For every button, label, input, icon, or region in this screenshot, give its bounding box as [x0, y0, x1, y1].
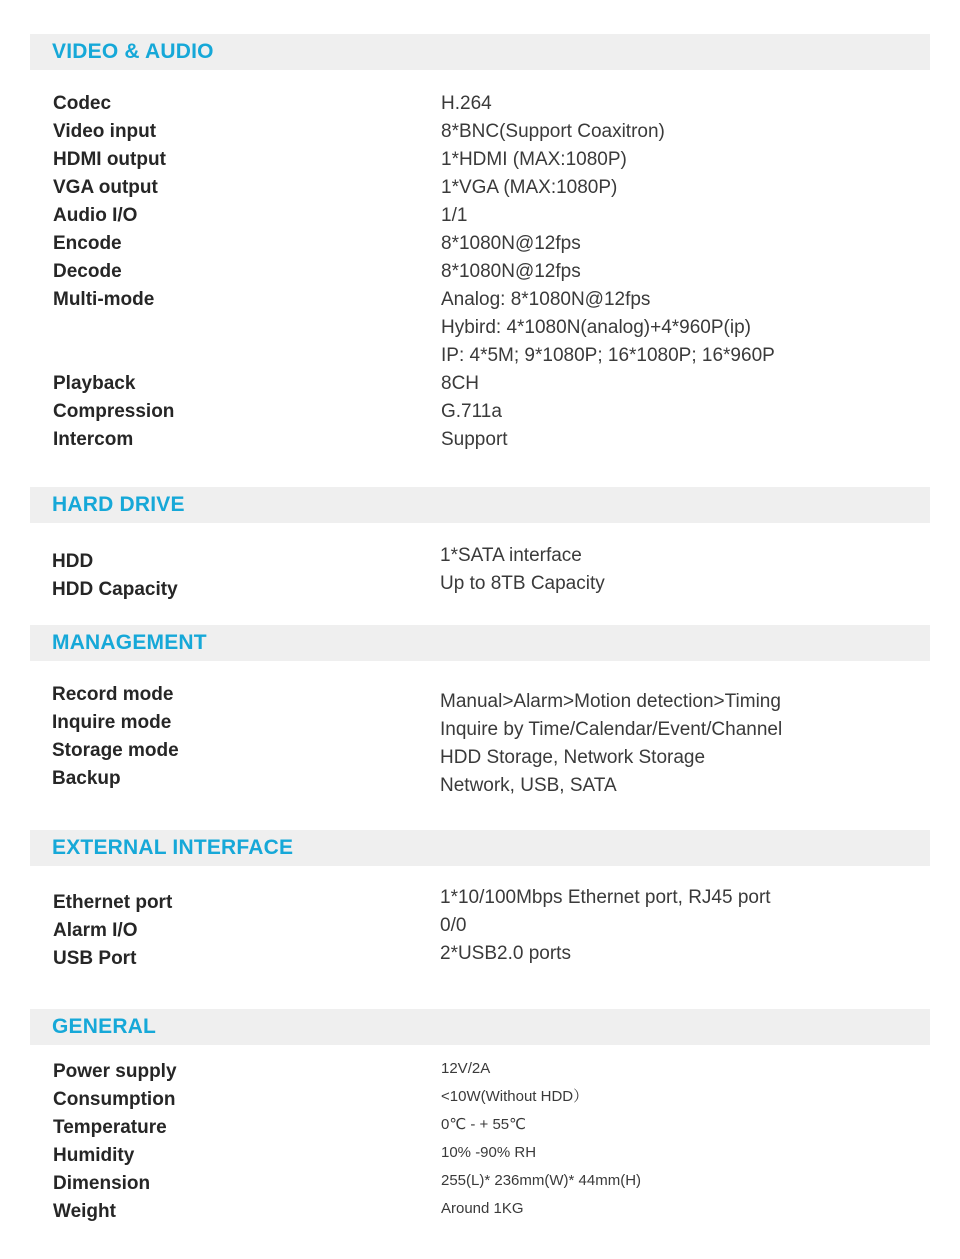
section-title: VIDEO & AUDIO: [52, 40, 214, 63]
spec-value: 0/0: [440, 915, 467, 936]
spec-value: H.264: [441, 93, 492, 114]
spec-value: 8*BNC(Support Coaxitron): [441, 121, 665, 142]
spec-value: IP: 4*5M; 9*1080P; 16*1080P; 16*960P: [441, 345, 775, 366]
section-title: EXTERNAL INTERFACE: [52, 836, 294, 859]
spec-value: 8*1080N@12fps: [441, 261, 581, 282]
spec-label: HDMI output: [53, 149, 166, 170]
spec-label: HDD: [52, 551, 94, 572]
spec-value: Around 1KG: [441, 1200, 524, 1217]
spec-label: Inquire mode: [52, 712, 172, 733]
spec-value: HDD Storage, Network Storage: [440, 747, 706, 768]
spec-value: 255(L)* 236mm(W)* 44mm(H): [441, 1172, 642, 1189]
section-header-general: [30, 1009, 930, 1045]
section-title: MANAGEMENT: [52, 631, 207, 654]
spec-value: 1*HDMI (MAX:1080P): [441, 149, 627, 170]
section-header-external-interface: [30, 830, 930, 866]
spec-value: 8CH: [441, 373, 480, 394]
spec-value: Up to 8TB Capacity: [440, 573, 605, 594]
spec-label: Compression: [53, 401, 175, 422]
section-header-video-audio: [30, 34, 930, 70]
spec-value: 0℃ - + 55℃: [441, 1116, 526, 1133]
spec-label: Multi-mode: [53, 289, 155, 310]
spec-value: 1*VGA (MAX:1080P): [441, 177, 618, 198]
spec-label: Decode: [53, 261, 122, 282]
spec-value: 1/1: [441, 205, 468, 226]
spec-value: Support: [441, 429, 508, 450]
spec-value: <10W(Without HDD）: [441, 1088, 589, 1105]
spec-label: Backup: [52, 768, 121, 789]
spec-value: 10% -90% RH: [441, 1144, 537, 1161]
spec-label: USB Port: [53, 948, 137, 969]
spec-label: VGA output: [53, 177, 158, 198]
spec-label: Storage mode: [52, 740, 179, 761]
spec-label: Video input: [53, 121, 157, 142]
spec-label: Audio I/O: [53, 205, 138, 226]
spec-label: Temperature: [53, 1117, 167, 1138]
spec-label: Humidity: [53, 1145, 135, 1166]
spec-value: Network, USB, SATA: [440, 775, 617, 796]
spec-value: 12V/2A: [441, 1060, 491, 1077]
spec-value: 1*SATA interface: [440, 545, 582, 566]
section-header-management: [30, 625, 930, 661]
spec-value: Analog: 8*1080N@12fps: [441, 289, 651, 310]
spec-value: G.711a: [441, 401, 502, 422]
spec-label: Record mode: [52, 684, 174, 705]
section-title: GENERAL: [52, 1015, 157, 1038]
section-header-hard-drive: [30, 487, 930, 523]
spec-label: Intercom: [53, 429, 134, 450]
spec-label: Consumption: [53, 1089, 176, 1110]
spec-value: Hybird: 4*1080N(analog)+4*960P(ip): [441, 317, 751, 338]
section-title: HARD DRIVE: [52, 493, 185, 516]
spec-label: Playback: [53, 373, 136, 394]
spec-label: Ethernet port: [53, 892, 173, 913]
spec-value: 8*1080N@12fps: [441, 233, 581, 254]
spec-label: Weight: [53, 1201, 116, 1222]
spec-label: Power supply: [53, 1061, 177, 1082]
spec-label: Dimension: [53, 1173, 151, 1194]
spec-value: Manual>Alarm>Motion detection>Timing: [440, 691, 781, 712]
spec-label: Codec: [53, 93, 112, 114]
spec-value: 1*10/100Mbps Ethernet port, RJ45 port: [440, 887, 771, 908]
spec-label: Alarm I/O: [53, 920, 138, 941]
spec-value: Inquire by Time/Calendar/Event/Channel: [440, 719, 783, 740]
spec-value: 2*USB2.0 ports: [440, 943, 571, 964]
spec-label: Encode: [53, 233, 122, 254]
spec-label: HDD Capacity: [52, 579, 178, 600]
